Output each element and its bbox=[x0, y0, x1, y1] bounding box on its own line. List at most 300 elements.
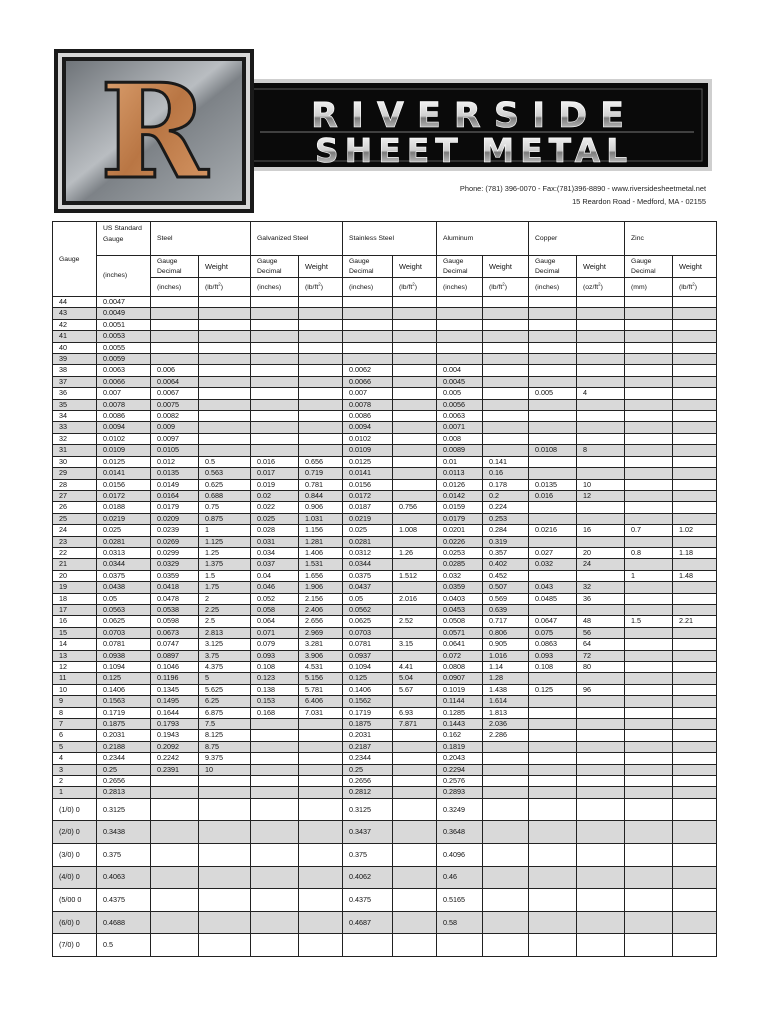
logo-letter-r: R bbox=[99, 55, 209, 208]
value-cell bbox=[529, 456, 577, 467]
gauge-cell: 7 bbox=[53, 719, 97, 730]
value-cell bbox=[483, 342, 529, 353]
value-cell bbox=[483, 787, 529, 798]
value-cell bbox=[393, 559, 437, 570]
table-row bbox=[53, 604, 717, 615]
value-cell bbox=[151, 319, 199, 330]
value-cell: 0.0209 bbox=[151, 513, 199, 524]
value-cell bbox=[299, 730, 343, 741]
value-cell bbox=[151, 776, 199, 787]
stainless-steel-weight-label: Weight bbox=[393, 256, 437, 278]
value-cell bbox=[299, 342, 343, 353]
value-cell: 0.8 bbox=[625, 547, 673, 558]
value-cell: 0.0179 bbox=[151, 502, 199, 513]
value-cell: 2.813 bbox=[199, 627, 251, 638]
value-cell bbox=[393, 844, 437, 867]
value-cell: 0.0142 bbox=[437, 490, 483, 501]
value-cell: 3.75 bbox=[199, 650, 251, 661]
value-cell: 0.043 bbox=[529, 582, 577, 593]
value-cell bbox=[251, 911, 299, 934]
steel-gauge-decimal-label: Gauge Decimal bbox=[151, 256, 199, 278]
col-galvanized-header: Galvanized Steel bbox=[251, 222, 343, 256]
value-cell: 2.016 bbox=[393, 593, 437, 604]
value-cell: 0.253 bbox=[483, 513, 529, 524]
value-cell: 1.031 bbox=[299, 513, 343, 524]
table-row bbox=[53, 787, 717, 798]
value-cell bbox=[393, 753, 437, 764]
value-cell bbox=[199, 934, 251, 957]
table-row bbox=[53, 844, 717, 867]
value-cell: 0.027 bbox=[529, 547, 577, 558]
gauge-cell: 25 bbox=[53, 513, 97, 524]
value-cell bbox=[299, 399, 343, 410]
value-cell: 0.1196 bbox=[151, 673, 199, 684]
value-cell: 0.028 bbox=[251, 525, 299, 536]
value-cell: 1 bbox=[199, 525, 251, 536]
value-cell: 0.0102 bbox=[97, 433, 151, 444]
gauge-cell: 8 bbox=[53, 707, 97, 718]
value-cell: 0.0105 bbox=[151, 445, 199, 456]
stainless-steel-weight-unit bbox=[393, 278, 437, 297]
value-cell bbox=[673, 422, 717, 433]
value-cell: 0.0113 bbox=[437, 468, 483, 479]
value-cell: 6.406 bbox=[299, 696, 343, 707]
value-cell: 16 bbox=[577, 525, 625, 536]
value-cell bbox=[251, 399, 299, 410]
value-cell bbox=[529, 411, 577, 422]
value-cell bbox=[625, 308, 673, 319]
value-cell: 0.4063 bbox=[97, 866, 151, 889]
gauge-cell: 32 bbox=[53, 433, 97, 444]
value-cell bbox=[577, 468, 625, 479]
value-cell bbox=[529, 696, 577, 707]
gauge-cell: 42 bbox=[53, 319, 97, 330]
value-cell bbox=[393, 433, 437, 444]
table-header bbox=[53, 222, 717, 297]
value-cell: 0.01 bbox=[437, 456, 483, 467]
value-cell: 1.016 bbox=[483, 650, 529, 661]
value-cell: 2.25 bbox=[199, 604, 251, 615]
value-cell bbox=[625, 399, 673, 410]
value-cell: 0.123 bbox=[251, 673, 299, 684]
value-cell: 0.0059 bbox=[97, 354, 151, 365]
unit-close: ) bbox=[600, 283, 603, 291]
gauge-cell: 22 bbox=[53, 547, 97, 558]
value-cell bbox=[393, 730, 437, 741]
unit-text: (lb/ft bbox=[399, 283, 413, 291]
table-row bbox=[53, 719, 717, 730]
copper-decimal-unit: (inches) bbox=[529, 278, 577, 297]
value-cell: 7.031 bbox=[299, 707, 343, 718]
value-cell: 0.2893 bbox=[437, 787, 483, 798]
value-cell: 1.008 bbox=[393, 525, 437, 536]
value-cell bbox=[299, 433, 343, 444]
table-row bbox=[53, 525, 717, 536]
value-cell: 0.1094 bbox=[343, 662, 393, 673]
value-cell: 0.0437 bbox=[343, 582, 393, 593]
zinc-decimal-unit: (mm) bbox=[625, 278, 673, 297]
value-cell: 0.2656 bbox=[343, 776, 393, 787]
value-cell: 0.719 bbox=[299, 468, 343, 479]
value-cell bbox=[251, 411, 299, 422]
value-cell bbox=[673, 662, 717, 673]
value-cell: 0.3125 bbox=[97, 798, 151, 821]
value-cell bbox=[251, 308, 299, 319]
gauge-cell: 14 bbox=[53, 639, 97, 650]
value-cell: 0.0056 bbox=[437, 399, 483, 410]
value-cell bbox=[625, 354, 673, 365]
value-cell bbox=[151, 354, 199, 365]
value-cell bbox=[529, 707, 577, 718]
value-cell bbox=[529, 513, 577, 524]
value-cell bbox=[625, 604, 673, 615]
table-row bbox=[53, 468, 717, 479]
gauge-cell: 39 bbox=[53, 354, 97, 365]
value-cell bbox=[251, 376, 299, 387]
table-row bbox=[53, 650, 717, 661]
value-cell bbox=[673, 388, 717, 399]
value-cell: 0.0075 bbox=[151, 399, 199, 410]
value-cell bbox=[251, 365, 299, 376]
value-cell: 0.402 bbox=[483, 559, 529, 570]
value-cell bbox=[625, 673, 673, 684]
value-cell bbox=[577, 422, 625, 433]
value-cell: 1.25 bbox=[199, 547, 251, 558]
value-cell: 0.1144 bbox=[437, 696, 483, 707]
col-aluminum-header: Aluminum bbox=[437, 222, 529, 256]
value-cell: 0.906 bbox=[299, 502, 343, 513]
value-cell bbox=[299, 445, 343, 456]
value-cell: 2.656 bbox=[299, 616, 343, 627]
value-cell: 0.0078 bbox=[97, 399, 151, 410]
table-row bbox=[53, 411, 717, 422]
value-cell: 0.0281 bbox=[97, 536, 151, 547]
value-cell: 0.3438 bbox=[97, 821, 151, 844]
value-cell bbox=[673, 331, 717, 342]
value-cell: 0.0156 bbox=[97, 479, 151, 490]
gauge-cell: 19 bbox=[53, 582, 97, 593]
value-cell bbox=[673, 456, 717, 467]
value-cell bbox=[625, 650, 673, 661]
value-cell: 3.906 bbox=[299, 650, 343, 661]
value-cell: 0.0673 bbox=[151, 627, 199, 638]
table-row bbox=[53, 456, 717, 467]
value-cell bbox=[199, 445, 251, 456]
value-cell bbox=[151, 308, 199, 319]
value-cell: 0.0159 bbox=[437, 502, 483, 513]
unit-superscript: 2 bbox=[598, 281, 601, 287]
value-cell bbox=[393, 399, 437, 410]
value-cell: 0.032 bbox=[437, 570, 483, 581]
value-cell bbox=[343, 354, 393, 365]
steel-weight-label: Weight bbox=[199, 256, 251, 278]
value-cell: 0.046 bbox=[251, 582, 299, 593]
col-us-standard-header: US Standard Gauge bbox=[97, 222, 151, 256]
value-cell: 0.0329 bbox=[151, 559, 199, 570]
value-cell: 0.0172 bbox=[97, 490, 151, 501]
value-cell bbox=[625, 456, 673, 467]
value-cell: 0.025 bbox=[343, 525, 393, 536]
value-cell: 1.125 bbox=[199, 536, 251, 547]
value-cell: 0.0064 bbox=[151, 376, 199, 387]
value-cell: 0.1094 bbox=[97, 662, 151, 673]
table-row bbox=[53, 582, 717, 593]
value-cell bbox=[199, 411, 251, 422]
value-cell bbox=[625, 479, 673, 490]
value-cell bbox=[251, 934, 299, 957]
col-us-unit: (inches) bbox=[97, 256, 151, 297]
value-cell bbox=[625, 319, 673, 330]
value-cell bbox=[393, 821, 437, 844]
value-cell: 0.905 bbox=[483, 639, 529, 650]
value-cell bbox=[529, 399, 577, 410]
col-steel-header: Steel bbox=[151, 222, 251, 256]
value-cell: 0.019 bbox=[251, 479, 299, 490]
value-cell bbox=[625, 342, 673, 353]
value-cell: 0.007 bbox=[343, 388, 393, 399]
value-cell bbox=[483, 433, 529, 444]
value-cell: 1.813 bbox=[483, 707, 529, 718]
value-cell bbox=[529, 365, 577, 376]
value-cell bbox=[529, 798, 577, 821]
value-cell: 0.0344 bbox=[343, 559, 393, 570]
value-cell: 0.0538 bbox=[151, 604, 199, 615]
value-cell: 0.025 bbox=[97, 525, 151, 536]
value-cell bbox=[151, 821, 199, 844]
value-cell: 1.5 bbox=[199, 570, 251, 581]
zinc-weight-unit bbox=[673, 278, 717, 297]
value-cell: 8.125 bbox=[199, 730, 251, 741]
value-cell bbox=[673, 319, 717, 330]
value-cell: 9.375 bbox=[199, 753, 251, 764]
value-cell: 0.0094 bbox=[97, 422, 151, 433]
value-cell: 0.125 bbox=[97, 673, 151, 684]
value-cell: 0.357 bbox=[483, 547, 529, 558]
table-row bbox=[53, 513, 717, 524]
unit-text: (oz/ft bbox=[583, 283, 599, 291]
gauge-cell: 41 bbox=[53, 331, 97, 342]
value-cell bbox=[529, 502, 577, 513]
value-cell bbox=[437, 331, 483, 342]
value-cell bbox=[577, 844, 625, 867]
gauge-cell: 6 bbox=[53, 730, 97, 741]
value-cell bbox=[343, 331, 393, 342]
value-cell bbox=[393, 376, 437, 387]
value-cell: 0.2812 bbox=[343, 787, 393, 798]
value-cell: 1.406 bbox=[299, 547, 343, 558]
gauge-cell: 36 bbox=[53, 388, 97, 399]
value-cell: 0.0216 bbox=[529, 525, 577, 536]
value-cell bbox=[625, 331, 673, 342]
value-cell bbox=[437, 934, 483, 957]
value-cell bbox=[529, 753, 577, 764]
value-cell bbox=[151, 331, 199, 342]
gauge-cell: (5/00 0 bbox=[53, 889, 97, 912]
value-cell bbox=[199, 889, 251, 912]
value-cell: 0.1345 bbox=[151, 684, 199, 695]
value-cell: 0.0089 bbox=[437, 445, 483, 456]
value-cell: 1 bbox=[625, 570, 673, 581]
gauge-cell: 24 bbox=[53, 525, 97, 536]
value-cell bbox=[577, 753, 625, 764]
table-row bbox=[53, 911, 717, 934]
value-cell bbox=[151, 297, 199, 308]
table-row bbox=[53, 342, 717, 353]
value-cell bbox=[199, 354, 251, 365]
value-cell bbox=[529, 673, 577, 684]
value-cell bbox=[199, 308, 251, 319]
value-cell bbox=[393, 764, 437, 775]
gauge-cell: 15 bbox=[53, 627, 97, 638]
value-cell bbox=[673, 719, 717, 730]
value-cell: 5.781 bbox=[299, 684, 343, 695]
value-cell: 0.071 bbox=[251, 627, 299, 638]
value-cell bbox=[577, 604, 625, 615]
value-cell: 0.025 bbox=[251, 513, 299, 524]
value-cell: 0.0047 bbox=[97, 297, 151, 308]
value-cell: 1.906 bbox=[299, 582, 343, 593]
value-cell bbox=[577, 331, 625, 342]
value-cell: 0.0703 bbox=[343, 627, 393, 638]
value-cell: 0.2344 bbox=[343, 753, 393, 764]
value-cell: 0.1046 bbox=[151, 662, 199, 673]
value-cell bbox=[673, 445, 717, 456]
value-cell: 0.1406 bbox=[97, 684, 151, 695]
value-cell bbox=[199, 787, 251, 798]
table-body bbox=[53, 297, 717, 957]
steel-decimal-unit: (inches) bbox=[151, 278, 199, 297]
value-cell bbox=[577, 764, 625, 775]
value-cell bbox=[673, 490, 717, 501]
value-cell bbox=[673, 798, 717, 821]
gauge-cell: (1/0) 0 bbox=[53, 798, 97, 821]
value-cell: 1.156 bbox=[299, 525, 343, 536]
gauge-chart-table bbox=[52, 221, 716, 957]
value-cell bbox=[299, 365, 343, 376]
value-cell: 64 bbox=[577, 639, 625, 650]
value-cell: 0.3125 bbox=[343, 798, 393, 821]
value-cell: 0.2188 bbox=[97, 741, 151, 752]
value-cell bbox=[393, 342, 437, 353]
value-cell: 0.4062 bbox=[343, 866, 393, 889]
value-cell bbox=[483, 445, 529, 456]
value-cell bbox=[299, 889, 343, 912]
table-row bbox=[53, 445, 717, 456]
value-cell bbox=[625, 662, 673, 673]
value-cell bbox=[199, 319, 251, 330]
value-cell bbox=[577, 696, 625, 707]
value-cell bbox=[673, 753, 717, 764]
value-cell: 3.281 bbox=[299, 639, 343, 650]
value-cell bbox=[393, 536, 437, 547]
unit-superscript: 2 bbox=[502, 281, 505, 287]
value-cell: 0.75 bbox=[199, 502, 251, 513]
value-cell: 2.036 bbox=[483, 719, 529, 730]
gauge-cell: 16 bbox=[53, 616, 97, 627]
value-cell: 0.0359 bbox=[151, 570, 199, 581]
table-row bbox=[53, 673, 717, 684]
value-cell bbox=[299, 331, 343, 342]
value-cell: 0.0781 bbox=[97, 639, 151, 650]
value-cell bbox=[393, 582, 437, 593]
value-cell bbox=[251, 753, 299, 764]
value-cell: 0.0201 bbox=[437, 525, 483, 536]
unit-close: ) bbox=[414, 283, 418, 291]
value-cell: 0.1406 bbox=[343, 684, 393, 695]
value-cell: 1.75 bbox=[199, 582, 251, 593]
table-row bbox=[53, 502, 717, 513]
value-cell bbox=[625, 787, 673, 798]
gauge-cell: 33 bbox=[53, 422, 97, 433]
value-cell bbox=[577, 934, 625, 957]
value-cell: 7.871 bbox=[393, 719, 437, 730]
value-cell bbox=[529, 376, 577, 387]
value-cell: 0.0149 bbox=[151, 479, 199, 490]
table-row bbox=[53, 764, 717, 775]
value-cell bbox=[393, 479, 437, 490]
value-cell bbox=[299, 354, 343, 365]
value-cell: 6.875 bbox=[199, 707, 251, 718]
value-cell: 0.0375 bbox=[97, 570, 151, 581]
unit-superscript: 2 bbox=[412, 281, 415, 287]
table-row bbox=[53, 319, 717, 330]
value-cell: 0.0045 bbox=[437, 376, 483, 387]
value-cell: 2.969 bbox=[299, 627, 343, 638]
value-cell: 0.656 bbox=[299, 456, 343, 467]
value-cell bbox=[577, 707, 625, 718]
value-cell bbox=[673, 673, 717, 684]
value-cell bbox=[577, 719, 625, 730]
value-cell: 24 bbox=[577, 559, 625, 570]
table-row bbox=[53, 753, 717, 764]
table-row bbox=[53, 696, 717, 707]
table-row bbox=[53, 707, 717, 718]
value-cell: 0.639 bbox=[483, 604, 529, 615]
value-cell bbox=[577, 399, 625, 410]
value-cell bbox=[529, 889, 577, 912]
value-cell bbox=[625, 639, 673, 650]
value-cell: 0.0049 bbox=[97, 308, 151, 319]
value-cell bbox=[251, 730, 299, 741]
value-cell: 8.75 bbox=[199, 741, 251, 752]
value-cell: 12 bbox=[577, 490, 625, 501]
value-cell bbox=[529, 821, 577, 844]
value-cell bbox=[393, 297, 437, 308]
unit-close: ) bbox=[504, 283, 508, 291]
value-cell: 10 bbox=[199, 764, 251, 775]
table-row bbox=[53, 730, 717, 741]
value-cell bbox=[673, 889, 717, 912]
value-cell: 0.0086 bbox=[97, 411, 151, 422]
value-cell bbox=[529, 308, 577, 319]
value-cell bbox=[673, 513, 717, 524]
value-cell bbox=[251, 342, 299, 353]
value-cell bbox=[577, 411, 625, 422]
value-cell bbox=[151, 342, 199, 353]
value-cell bbox=[625, 707, 673, 718]
value-cell bbox=[299, 422, 343, 433]
value-cell: 0.1285 bbox=[437, 707, 483, 718]
value-cell: 0.5 bbox=[97, 934, 151, 957]
value-cell: 0.0453 bbox=[437, 604, 483, 615]
value-cell: 4.375 bbox=[199, 662, 251, 673]
value-cell bbox=[625, 411, 673, 422]
gauge-cell: 37 bbox=[53, 376, 97, 387]
value-cell: 0.2031 bbox=[97, 730, 151, 741]
value-cell bbox=[577, 456, 625, 467]
value-cell bbox=[529, 844, 577, 867]
steel-weight-unit bbox=[199, 278, 251, 297]
